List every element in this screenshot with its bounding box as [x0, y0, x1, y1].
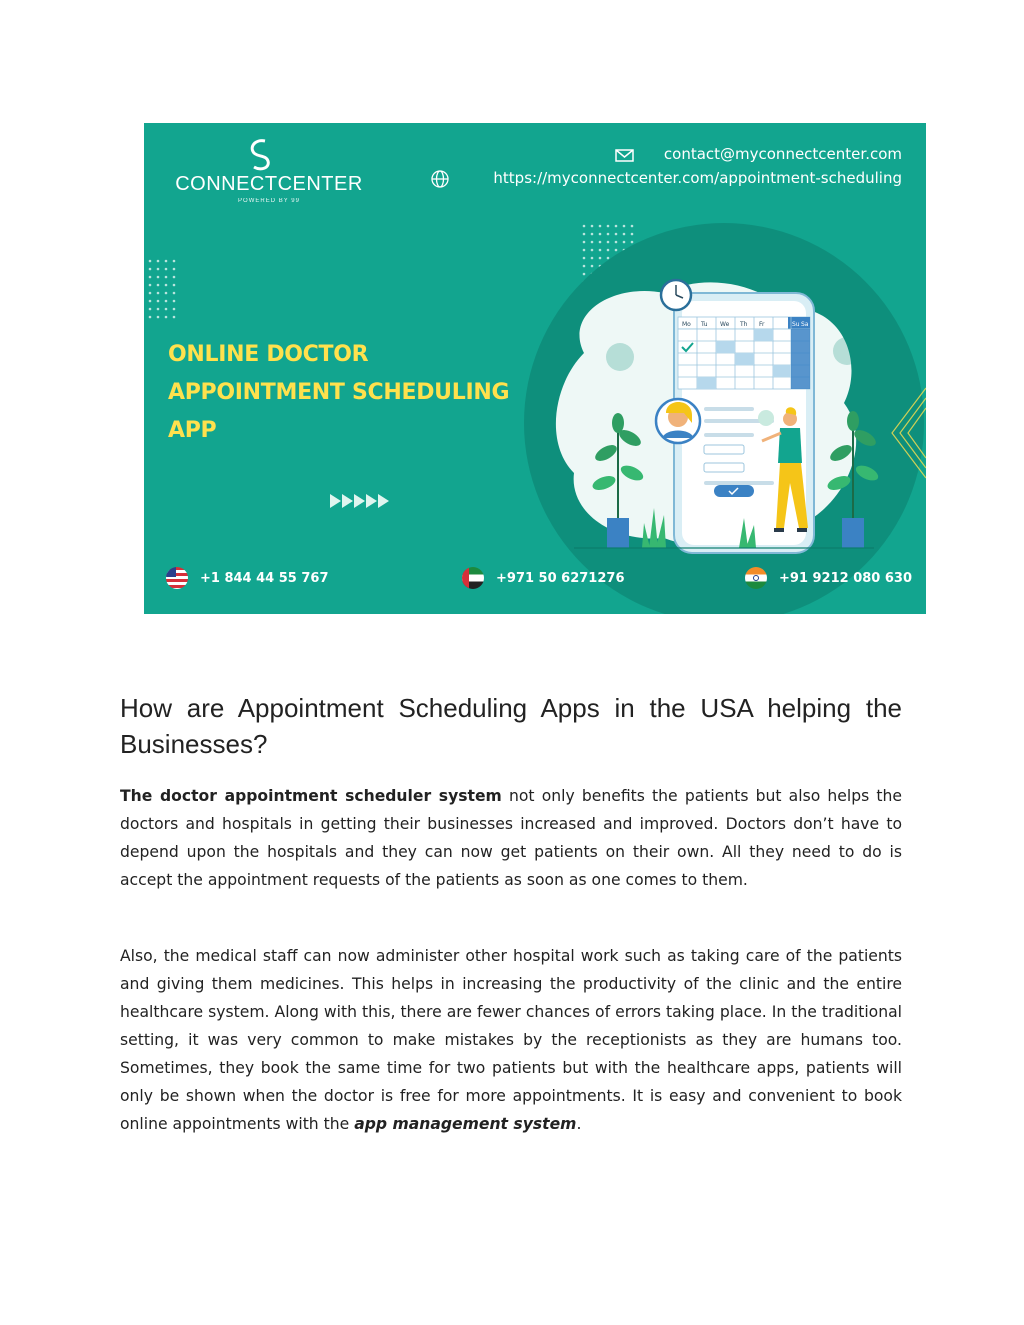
phone-bubble-icon: [606, 343, 634, 371]
arrow-icon: [330, 494, 341, 508]
svg-text:Mo: Mo: [682, 321, 691, 328]
phone-usa-number: +1 844 44 55 767: [200, 570, 329, 586]
headline-line-1: ONLINE DOCTOR: [168, 342, 369, 367]
arrow-icon: [342, 494, 353, 508]
promo-banner: [144, 123, 926, 614]
paragraph-2-end: .: [576, 1115, 582, 1133]
phone-india-number: +91 9212 080 630: [779, 570, 913, 586]
arrows-decoration: [330, 494, 389, 508]
arrow-icon: [366, 494, 377, 508]
india-flag-icon: [745, 567, 767, 589]
contact-website-text: https://myconnectcenter.com/appointment-scheduling: [493, 169, 902, 187]
phone-uae[interactable]: [462, 567, 625, 589]
svg-text:Su: Su: [792, 321, 800, 328]
svg-text:Fr: Fr: [759, 321, 765, 328]
paragraph-1: [120, 782, 902, 894]
ground-line: [574, 547, 874, 549]
app-management-system-link[interactable]: app management system: [354, 1115, 577, 1133]
svg-text:Sa: Sa: [801, 321, 809, 328]
mail-icon: [616, 150, 633, 161]
clock-icon: [661, 280, 691, 310]
paragraph-1-text: not only benefits the patients but also helps the doctors and hospitals in getting their businesses increased and improved. Doctors don’t have to depend upon the hospitals and they can now get patients on their own. All they need to do is accept the appointment requests of the patients as soon as one comes to them.: [120, 787, 903, 889]
paragraph-2-text: Also, the medical staff can now administer other hospital work such as taking care of the patients and giving them medicines. This helps in increasing the productivity of the clinic and the entire healthcare system. Along with this, there are fewer chances of errors taking place. In the traditional setting, it was very common to make mistakes by the receptionists as they are humans too. Sometimes, they book the same time for two patients but with the healthcare apps, patients will only be shown when the doctor is free for more appointments. It is easy and convenient to book online appointments with the: [120, 947, 902, 1133]
svg-text:Th: Th: [740, 321, 748, 328]
chat-bubble-icon: [833, 337, 861, 365]
phone-india[interactable]: [745, 567, 912, 589]
doctor-avatar: [656, 399, 700, 443]
contact-email-text: contact@myconnectcenter.com: [663, 145, 902, 163]
headline-line-3: APP: [168, 418, 217, 443]
article-title: How are Appointment Scheduling Apps in the USA helping the Businesses?: [120, 693, 902, 759]
svg-text:Tu: Tu: [701, 321, 708, 328]
paragraph-1-bold: The doctor appointment scheduler system: [120, 787, 502, 805]
uae-flag-icon: [462, 567, 484, 589]
arrow-icon: [378, 494, 389, 508]
dot-pattern-left: [149, 260, 176, 319]
banner-headline: [168, 336, 509, 450]
brand-name: CONNECTCENTER: [175, 173, 363, 195]
paragraph-2: [120, 942, 902, 1138]
phone-usa[interactable]: [166, 567, 329, 589]
calendar-grid: [678, 317, 810, 389]
svg-text:We: We: [720, 321, 730, 328]
usa-flag-icon: [166, 567, 188, 589]
arrow-icon: [354, 494, 365, 508]
contact-email[interactable]: [664, 145, 902, 163]
brand-block: [164, 137, 374, 204]
phone-uae-number: +971 50 6271276: [496, 570, 625, 586]
globe-icon: [432, 171, 448, 187]
contact-website[interactable]: [493, 169, 902, 187]
brand-powered-by: POWERED BY 99: [238, 198, 300, 204]
headline-line-2: APPOINTMENT SCHEDULING: [168, 380, 510, 405]
